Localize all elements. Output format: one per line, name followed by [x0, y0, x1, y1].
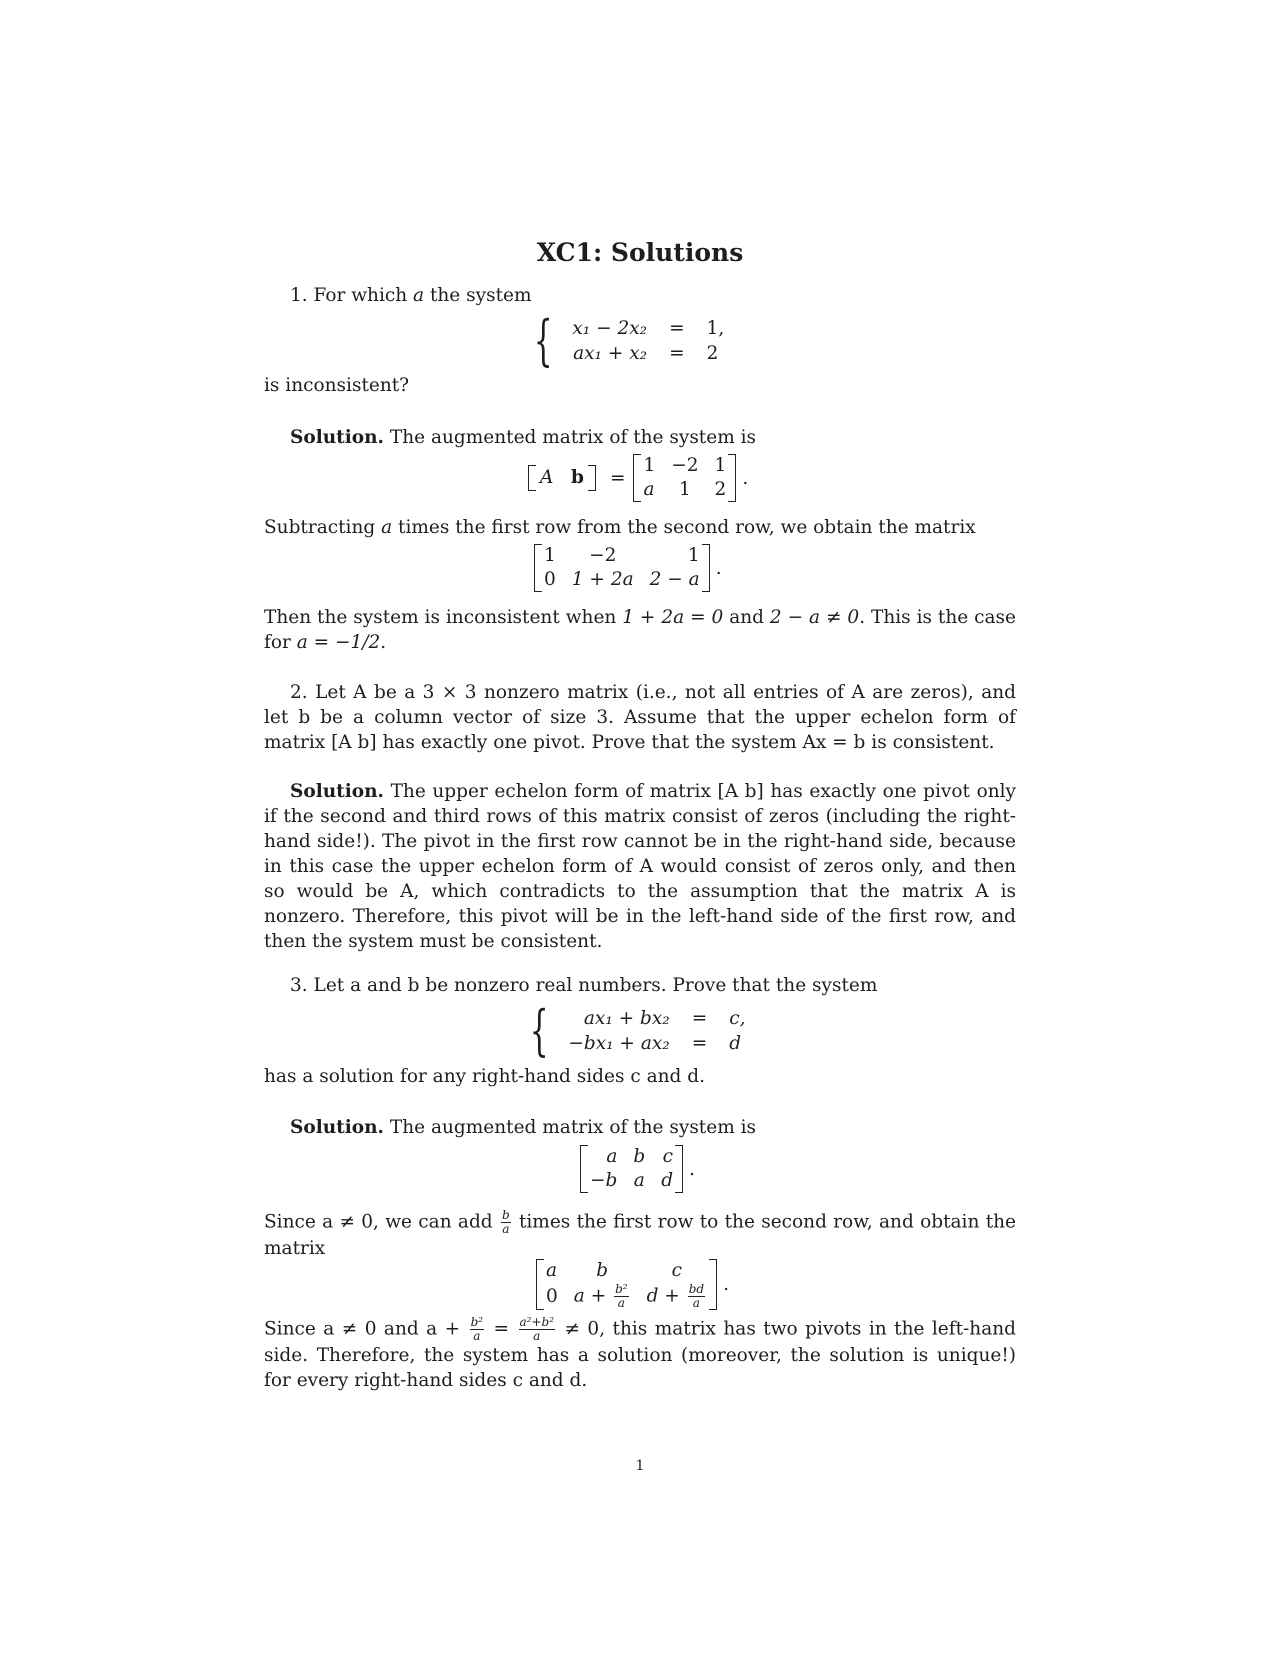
- problem-3-statement: 3. Let a and b be nonzero real numbers. Prove that the system: [290, 975, 878, 996]
- problem-3-solution-intro: Solution. The augmented matrix of the system is: [290, 1117, 757, 1138]
- problem-1-augmented-matrix: A b = 1 −2 1 a 1 2 .: [528, 454, 748, 502]
- system-eq2-left: ax₁ + x₂: [573, 343, 648, 364]
- problem-3-statement-end: has a solution for any right-hand sides c and d.: [264, 1066, 705, 1087]
- problem-3-conclusion: Since a ≠ 0 and a + $\frac{\text{b²}}{a}$ = $\frac{\text{a²+b²}}{a}$ ≠ 0, this matrix has two pivots in the left-hand side. Therefore, the system has a solution (moreover, the solution is unique!) for every right-hand sides c and d.: [264, 1315, 1016, 1391]
- problem-1-system: { x₁ − 2x₂ = 1, ax₁ + x₂ = 2: [533, 309, 725, 372]
- problem-1-row-op-text: Subtracting a times the first row from the second row, we obtain the matrix: [264, 517, 976, 538]
- problem-1-reduced-matrix: 1 −2 1 0 1 + 2a 2 − a .: [534, 544, 722, 592]
- problem-1-conclusion: Then the system is inconsistent when 1 + 2a = 0 and 2 − a ≠ 0. This is the case for a = −1/2.: [264, 607, 1016, 653]
- problem-3-augmented-matrix: a b c −b a d .: [580, 1145, 695, 1193]
- problem-2-solution: Solution. The upper echelon form of matrix [A b] has exactly one pivot only if the second and third rows of this matrix consist of zeros (including the right-hand side!). The pivot in the first row cannot be in the right-hand side, because in this case the upper echelon form of A would consist of zeros only, and then so would be A, which contradicts to the assumption that the matrix A is nonzero. Therefore, this pivot will be in the left-hand side of the first row, and then the system must be consistent.: [264, 781, 1016, 952]
- problem-3-reduced-matrix: a b c 0 a + $\frac{\text{b²}}{a}$ d + $\frac{bd}{a}$ .: [536, 1259, 729, 1310]
- problem-1-solution-intro: Solution. The augmented matrix of the system is: [290, 427, 757, 448]
- system-eq1-left: x₁ − 2x₂: [572, 318, 648, 339]
- problem-2-statement: 2. Let A be a 3 × 3 nonzero matrix (i.e., not all entries of A are zeros), and let b be a column vector of size 3. Assume that the upper echelon form of matrix [A b] has exactly one pivot. Prove that the system Ax = b is consistent.: [264, 682, 1016, 753]
- page-title: XC1: Solutions: [536, 238, 744, 267]
- problem-1-question-end: is inconsistent?: [264, 375, 410, 396]
- page-number: 1: [635, 1458, 645, 1474]
- problem-3-row-op-text: Since a ≠ 0, we can add $\frac{b}{a}$ times the first row to the second row, and obtain the matrix: [264, 1208, 1016, 1259]
- problem-3-system: { ax₁ + bx₂ = c, −bx₁ + ax₂ = d: [529, 999, 746, 1062]
- problem-1-statement: 1. For which a the system: [290, 285, 532, 306]
